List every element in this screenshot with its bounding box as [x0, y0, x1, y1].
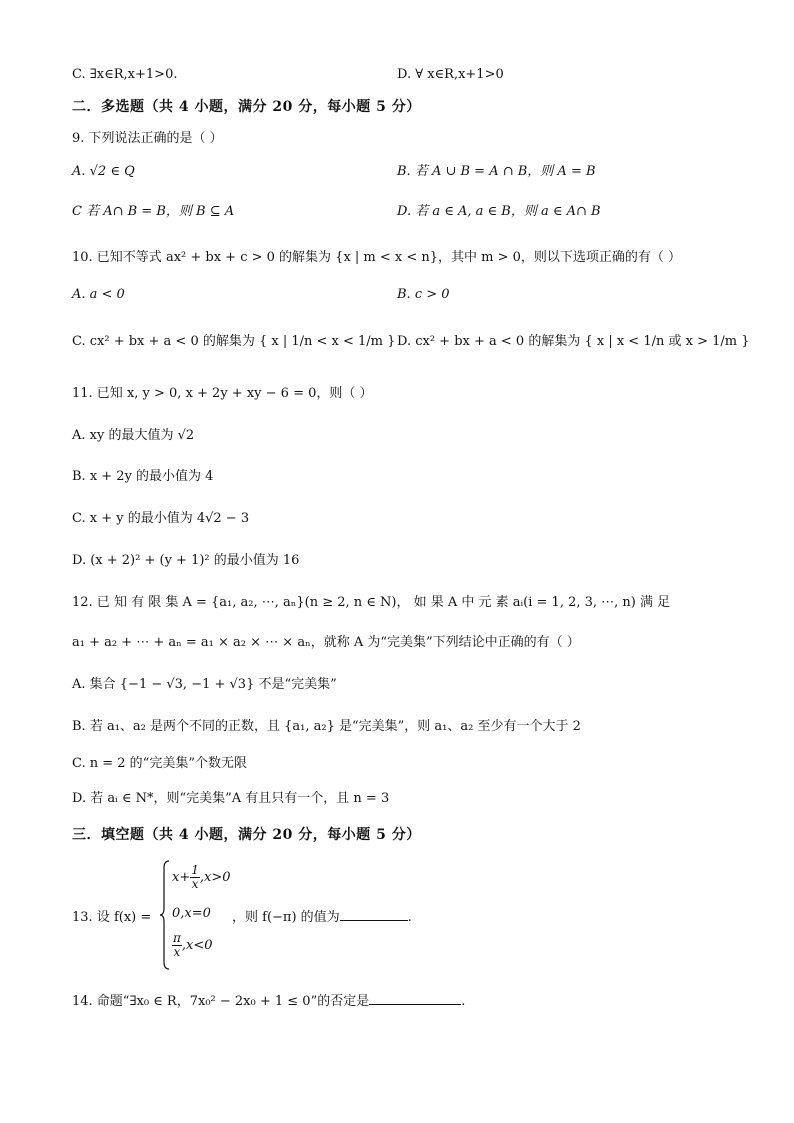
q9-option-d: D. 若 a ∈ A, a ∈ B，则 a ∈ A∩ B: [397, 204, 601, 219]
left-brace-icon: [160, 860, 170, 970]
q13-case1-expr: x+: [172, 870, 191, 885]
q12-stem-line2: a₁ + a₂ + ⋯ + aₙ = a₁ × a₂ × ⋯ × aₙ，就称 A 为“完美集”下列结论中正确的有（ ）: [72, 635, 580, 650]
q13-case3-numerator: π: [173, 931, 181, 945]
q13-tail-text: ，则 f(−π) 的值为: [232, 910, 340, 925]
section-heading-fill-in: 三．填空题（共 4 小题，满分 20 分，每小题 5 分）: [72, 827, 421, 843]
q14-line: [72, 990, 465, 1011]
q11-option-b: B. x + 2y 的最小值为 4: [72, 469, 214, 484]
q14-end: .: [461, 994, 466, 1009]
q13-case1-denominator: x: [191, 877, 199, 891]
q10-option-b: B. c > 0: [397, 287, 450, 302]
q12-option-c: C. n = 2 的“完美集”个数无限: [72, 756, 247, 771]
q9-option-c: C 若 A∩ B = B，则 B ⊆ A: [72, 204, 235, 219]
q12-stem-line1: 12. 已 知 有 限 集 A = {a₁, a₂, ⋯, aₙ}(n ≥ 2, n ∈ N)， 如 果 A 中 元 素 aᵢ(i = 1, 2, 3, ⋯, n) 满 足: [72, 595, 671, 610]
q11-option-a: A. xy 的最大值为 √2: [72, 428, 195, 443]
q11-option-d: D. (x + 2)² + (y + 1)² 的最小值为 16: [72, 553, 300, 568]
q12-option-a: A. 集合 {−1 − √3, −1 + √3} 不是“完美集”: [72, 677, 337, 692]
q13-case-negative: [172, 932, 213, 959]
q13-case3-denominator: x: [173, 945, 181, 959]
q13-end: .: [407, 910, 412, 925]
q8-option-c: C. ∃x∈R,x+1>0.: [72, 67, 178, 82]
q12-option-b: B. 若 a₁、a₂ 是两个不同的正数，且 {a₁, a₂} 是“完美集”，则 a₁、a₂ 至少有一个大于 2: [72, 719, 581, 734]
q13-answer-blank[interactable]: [340, 906, 408, 921]
q13-case1-numerator: 1: [191, 863, 199, 877]
q10-option-d: D. cx² + bx + a < 0 的解集为 { x | x < 1/n 或 x > 1/m }: [397, 334, 750, 349]
q13-case1-condition: ,x>0: [199, 870, 231, 885]
q14-answer-blank[interactable]: [369, 990, 461, 1005]
q8-option-d: D. ∀ x∈R,x+1>0: [397, 67, 504, 82]
q14-text: 14. 命题“∃x₀ ∈ R，7x₀² − 2x₀ + 1 ≤ 0”的否定是: [72, 994, 370, 1009]
q13-label: 13. 设 f(x) =: [72, 910, 152, 925]
q10-stem: 10. 已知不等式 ax² + bx + c > 0 的解集为 {x | m < x < n}，其中 m > 0，则以下选项正确的有（ ）: [72, 250, 682, 265]
q11-option-c: C. x + y 的最小值为 4√2 − 3: [72, 511, 250, 526]
q13-case-zero: 0,x=0: [172, 906, 211, 921]
q10-option-a: A. a < 0: [72, 287, 125, 302]
q9-stem: 9. 下列说法正确的是（ ）: [72, 131, 223, 146]
q13-case3-fraction: [172, 932, 182, 959]
q10-option-c: C. cx² + bx + a < 0 的解集为 { x | 1/n < x < 1/m }: [72, 334, 396, 349]
q13-case1-fraction: [190, 864, 200, 891]
q13-case3-condition: ,x<0: [181, 938, 213, 953]
section-heading-multiple-choice: 二．多选题（共 4 小题，满分 20 分，每小题 5 分）: [72, 99, 421, 115]
q9-option-b: B. 若 A ∪ B = A ∩ B，则 A = B: [397, 164, 596, 179]
q13-tail: [232, 906, 412, 925]
q13-case-positive: [172, 864, 231, 891]
q12-option-d: D. 若 aᵢ ∈ N*，则“完美集”A 有且只有一个，且 n = 3: [72, 791, 390, 806]
q11-stem: 11. 已知 x, y > 0, x + 2y + xy − 6 = 0，则（ ）: [72, 386, 373, 401]
q9-option-a: A. √2 ∈ Q: [72, 164, 135, 179]
